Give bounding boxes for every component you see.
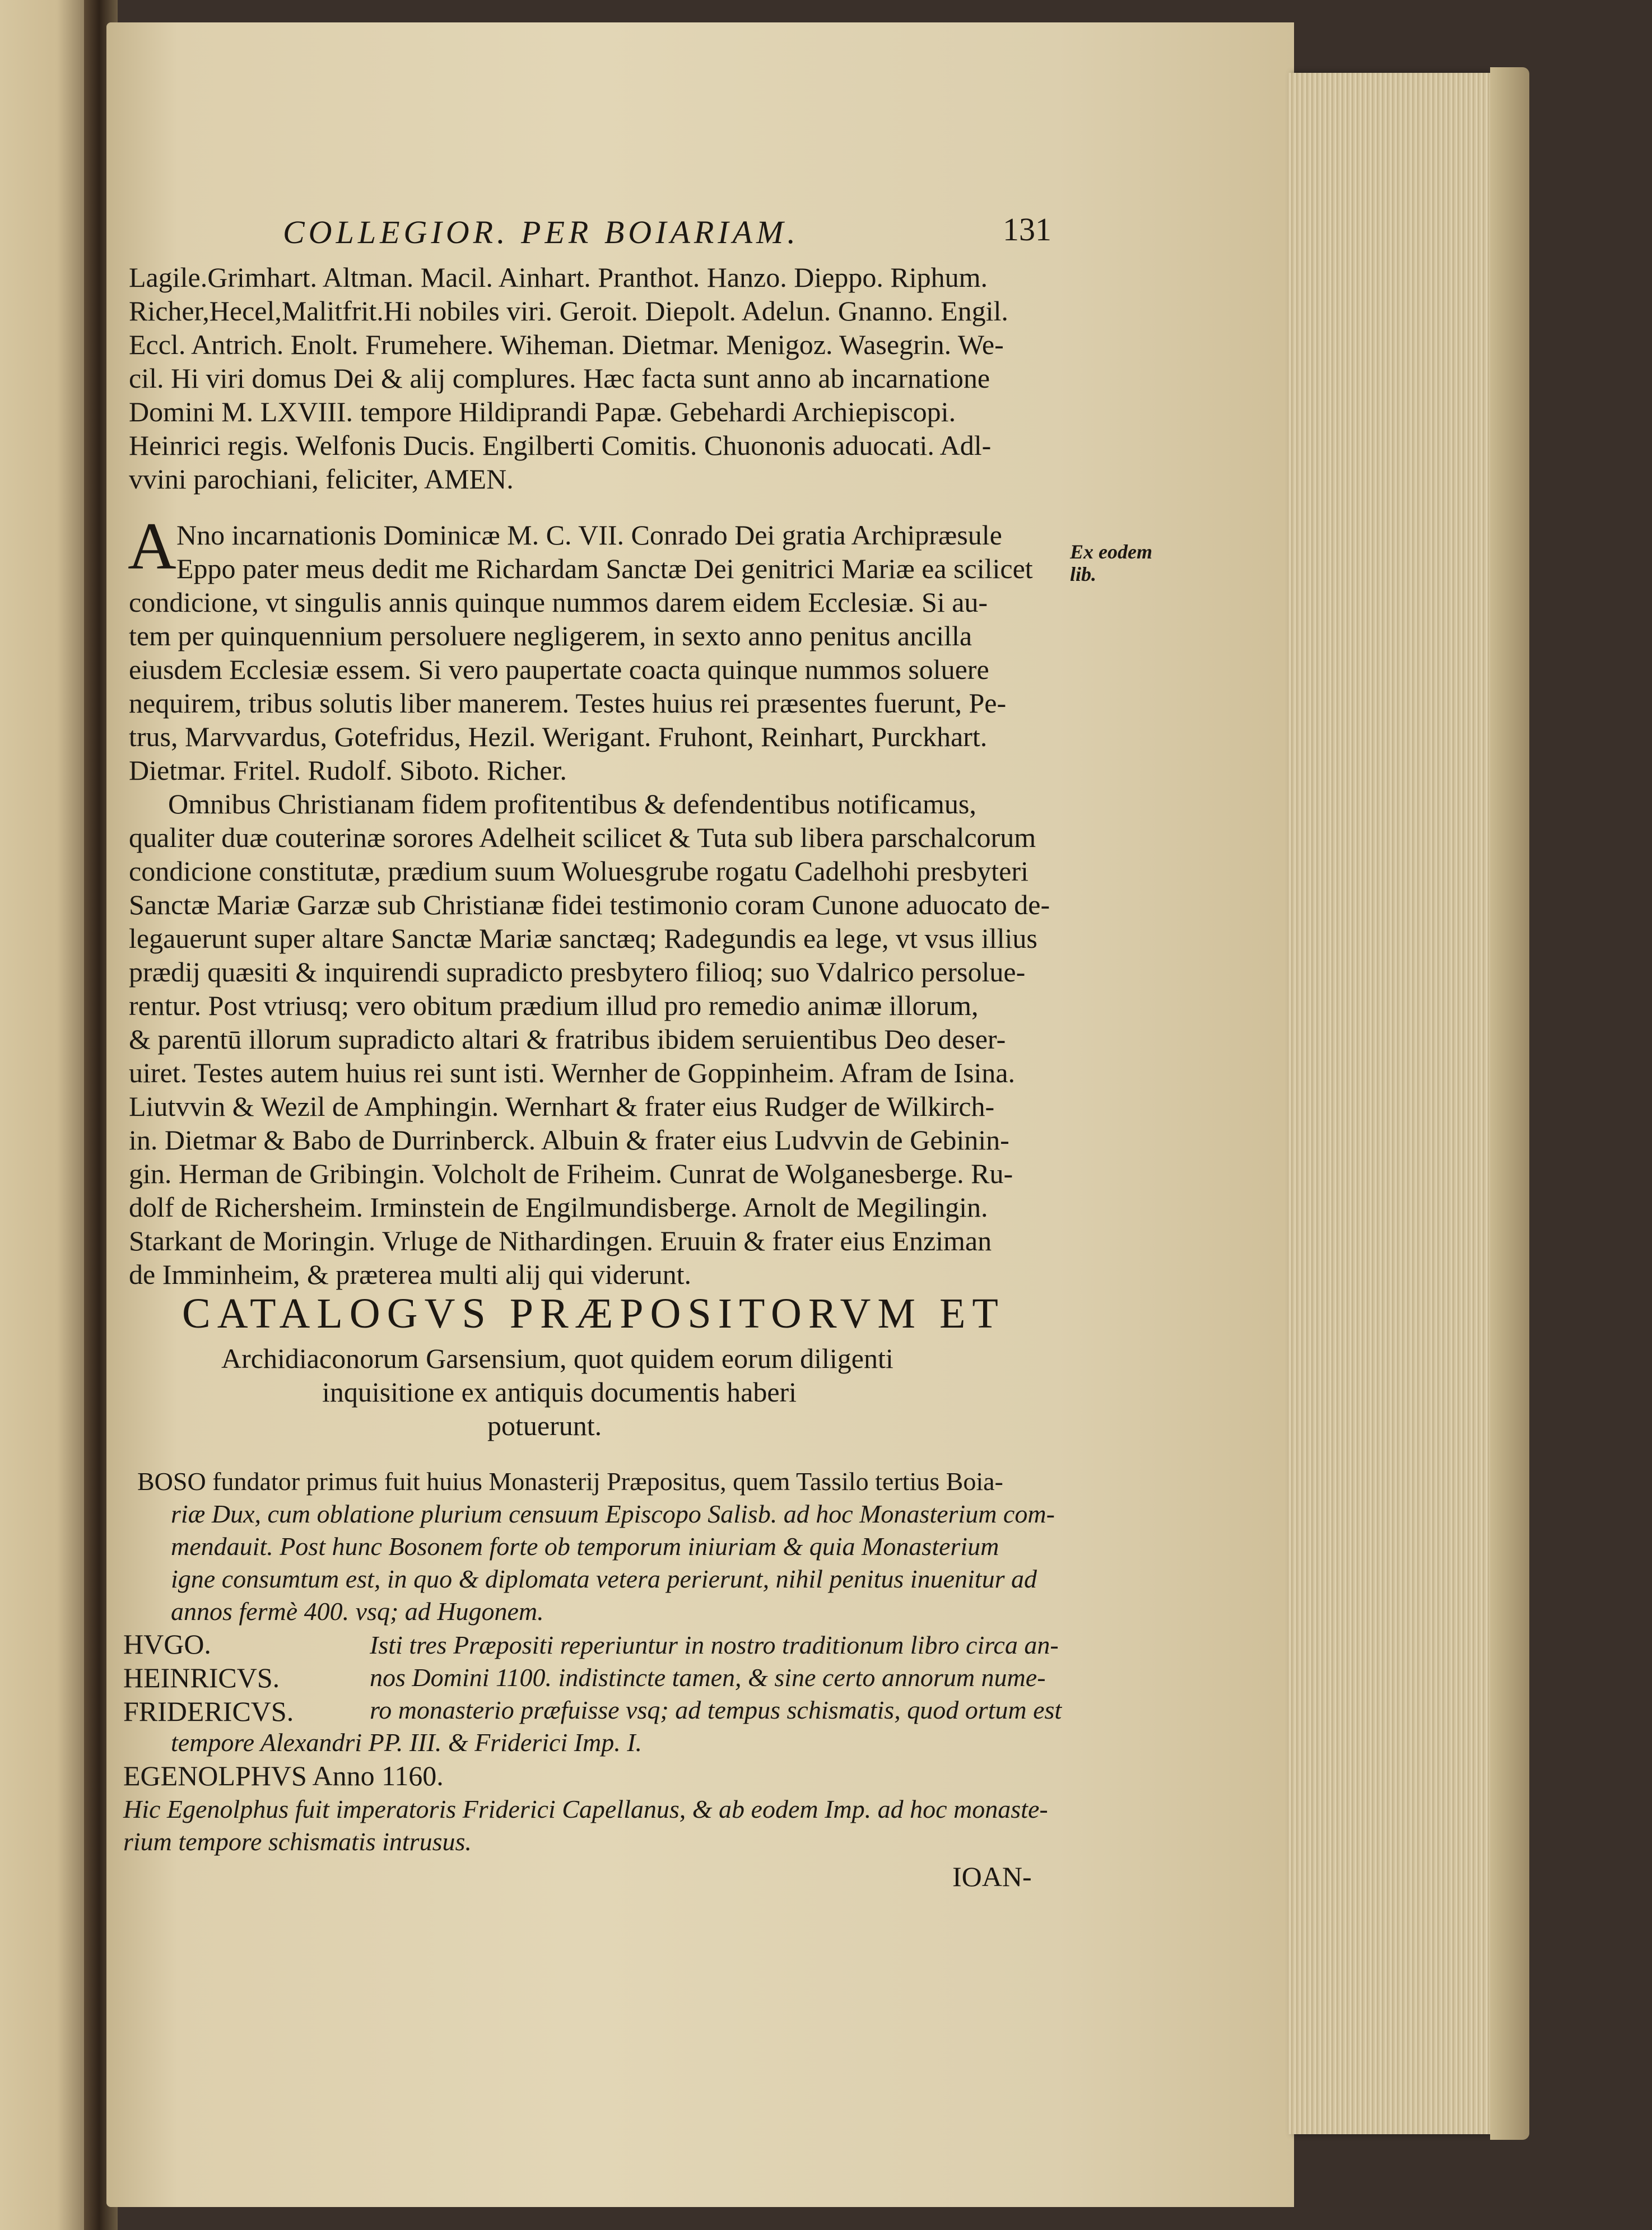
catalogue-subtitle: Archidiaconorum Garsensium, quot quidem eorum diligenti xyxy=(221,1343,894,1374)
catalogue-subtitle: inquisitione ex antiquis documentis haberi xyxy=(322,1376,797,1408)
entry-name: EGENOLPHVS Anno 1160. xyxy=(123,1760,444,1791)
text-line: Heinrici regis. Welfonis Ducis. Engilberti Comitis. Chuononis aduocati. Adl- xyxy=(129,430,992,461)
text-line: Dietmar. Fritel. Rudolf. Siboto. Richer. xyxy=(129,755,567,786)
entry-note: tempore Alexandri PP. III. & Friderici Imp. I. xyxy=(171,1728,643,1757)
catalogue-title: CATALOGVS PRÆPOSITORVM ET xyxy=(182,1290,1005,1337)
text-line: de Imminheim, & prætereа multi alij qui viderunt. xyxy=(129,1259,691,1290)
entry-note: Isti tres Præpositi reperiuntur in nostro traditionum libro circa an- xyxy=(370,1631,1059,1659)
text-line: gin. Herman de Gribingin. Volcholt de Friheim. Cunrat de Wolganesberge. Ru- xyxy=(129,1158,1013,1189)
text-line: tem per quinquennium persoluere negligerem, in sexto anno penitus ancilla xyxy=(129,620,972,651)
margin-note: Ex eodem xyxy=(1070,541,1152,563)
drop-cap: A xyxy=(128,509,176,583)
text-line: Starkant de Moringin. Vrluge de Nithardingen. Eruuin & frater eius Enziman xyxy=(129,1225,992,1256)
text-line: Lagile.Grimhart. Altman. Macil. Ainhart. Pranthot. Hanzo. Dieppo. Riphum. xyxy=(129,262,988,293)
text-line: Omnibus Christianam fidem profitentibus & defendentibus notificamus, xyxy=(168,788,976,820)
entry-note: rium tempore schismatis intrusus. xyxy=(123,1827,472,1856)
text-line: Sanctæ Mariæ Garzæ sub Christianæ fidei testimonio coram Cunone aduocato de- xyxy=(129,889,1050,920)
catchword: IOAN- xyxy=(952,1861,1032,1892)
text-line: & parentū illorum supradicto altari & fratribus ibidem seruientibus Deo deser- xyxy=(129,1023,1006,1055)
text-line: vvini parochiani, feliciter, AMEN. xyxy=(129,463,514,495)
running-title: COLLEGIOR. PER BOIARIAM. xyxy=(283,214,799,250)
text-line: prædij quæsiti & inquirendi supradicto presbytero filioq; suo Vdalrico persolue- xyxy=(129,956,1026,988)
entry-name: HVGO. xyxy=(123,1628,211,1660)
catalogue-subtitle: potuerunt. xyxy=(487,1410,602,1441)
entry-note: ro monasterio præfuisse vsq; ad tempus schismatis, quod ortum est xyxy=(370,1696,1062,1724)
text-line: nequirem, tribus solutis liber manerem. Testes huius rei præsentes fuerunt, Pe- xyxy=(129,687,1007,719)
entry-line: annos fermè 400. vsq; ad Hugonem. xyxy=(171,1597,544,1626)
text-line: condicione constitutæ, prædium suum Woluesgrube rogatu Cadelhohi presbyteri xyxy=(129,855,1029,887)
text-line: eiusdem Ecclesiæ essem. Si vero paupertate coacta quinque nummos soluere xyxy=(129,654,989,685)
text-line: Liutvvin & Wezil de Amphingin. Wernhart & frater eius Rudger de Wilkirch- xyxy=(129,1091,995,1122)
entry-line: BOSO fundator primus fuit huius Monasterij Præpositus, quem Tassilo tertius Boia- xyxy=(137,1467,1003,1496)
text-line: Richer,Hecel,Malitfrit.Hi nobiles viri. Geroit. Diepolt. Adelun. Gnanno. Engil. xyxy=(129,295,1008,327)
text-line: Eppo pater meus dedit me Richardam Sanctæ Dei genitrici Mariæ ea scilicet xyxy=(176,553,1033,584)
text-line: Domini M. LXVIII. tempore Hildiprandi Papæ. Gebehardi Archiepiscopi. xyxy=(129,396,956,427)
entry-line: mendauit. Post hunc Bosonem forte ob temporum iniuriam & quia Monasterium xyxy=(171,1532,999,1561)
entry-note: nos Domini 1100. indistincte tamen, & sine certo annorum nume- xyxy=(370,1663,1046,1692)
text-line: condicione, vt singulis annis quinque nummos darem eidem Ecclesiæ. Si au- xyxy=(129,586,988,618)
text-line: uiret. Testes autem huius rei sunt isti. Wernher de Goppinheim. Afram de Isina. xyxy=(129,1057,1015,1088)
text-line: Nno incarnationis Dominicæ M. C. VII. Conrado Dei gratia Archipræsule xyxy=(176,519,1002,551)
text-line: in. Dietmar & Babo de Durrinberck. Albuin & frater eius Ludvvin de Gebinin- xyxy=(129,1124,1009,1156)
entry-line: igne consumtum est, in quo & diplomata vetera perierunt, nihil penitus inuenitur ad xyxy=(171,1565,1037,1593)
text-line: qualiter duæ couterinæ sorores Adelheit scilicet & Tuta sub libera parschalcorum xyxy=(129,822,1036,853)
text-line: legauerunt super altare Sanctæ Mariæ sanctæq; Radegundis ea lege, vt vsus illius xyxy=(129,923,1037,954)
entry-line: riæ Dux, cum oblatione plurium censuum Episcopo Salisb. ad hoc Monasterium com- xyxy=(171,1500,1055,1528)
text-line: rentur. Post vtriusq; vero obitum prædium illud pro remedio animæ illorum, xyxy=(129,990,979,1021)
text-line: Eccl. Antrich. Enolt. Frumehere. Wiheman. Dietmar. Menigoz. Wasegrin. We- xyxy=(129,329,1004,360)
entry-note: Hic Egenolphus fuit imperatoris Friderici Capellanus, & ab eodem Imp. ad hoc monaste- xyxy=(123,1795,1048,1823)
text-line: trus, Marvvardus, Gotefridus, Hezil. Werigant. Fruhont, Reinhart, Purckhart. xyxy=(129,721,988,752)
page-number: 131 xyxy=(1003,211,1051,248)
entry-name: FRIDERICVS. xyxy=(123,1696,294,1727)
entry-name: HEINRICVS. xyxy=(123,1662,280,1693)
text-line: dolf de Richersheim. Irminstein de Engilmundisberge. Arnolt de Megilingin. xyxy=(129,1191,988,1223)
text-line: cil. Hi viri domus Dei & alij complures. Hæc facta sunt anno ab incarnatione xyxy=(129,362,990,394)
margin-note: lib. xyxy=(1070,563,1097,585)
